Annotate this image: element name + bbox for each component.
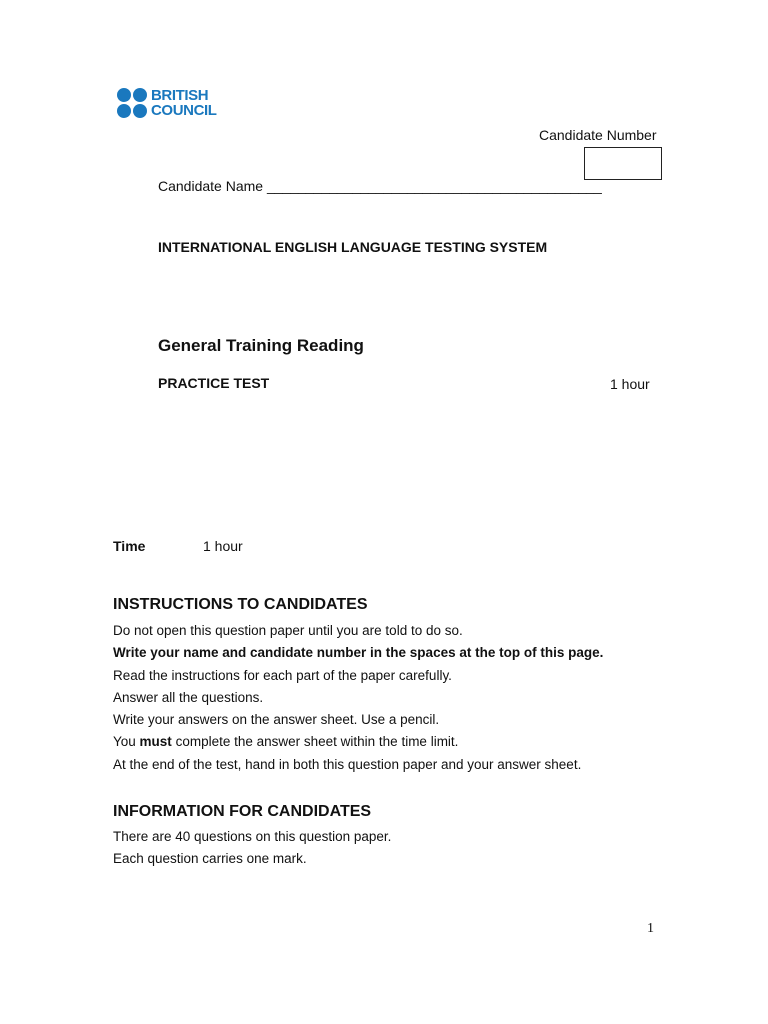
time-label: Time bbox=[113, 538, 146, 554]
instructions-heading: INSTRUCTIONS TO CANDIDATES bbox=[113, 596, 368, 613]
information-line: There are 40 questions on this question paper. bbox=[113, 829, 392, 844]
instruction-text: complete the answer sheet within the time limit. bbox=[171, 734, 459, 750]
logo-dots-icon bbox=[117, 88, 149, 120]
information-line: Each question carries one mark. bbox=[113, 851, 307, 867]
candidate-name-row bbox=[158, 178, 602, 194]
instruction-line: Read the instructions for each part of the paper carefully. bbox=[113, 667, 452, 683]
page-number: 1 bbox=[647, 921, 654, 936]
instruction-line: Do not open this question paper until you are told to do so. bbox=[113, 623, 463, 638]
test-type: PRACTICE TEST bbox=[158, 375, 270, 391]
logo-line-1: BRITISH bbox=[151, 87, 209, 104]
instruction-line: Write your answers on the answer sheet. Use a pencil. bbox=[113, 712, 440, 728]
instruction-line bbox=[113, 731, 603, 753]
instruction-line: Answer all the questions. bbox=[113, 689, 264, 705]
instruction-line: At the end of the test, hand in both this question paper and your answer sheet. bbox=[113, 756, 582, 772]
candidate-name-label: Candidate Name bbox=[158, 178, 264, 194]
exam-system-title: INTERNATIONAL ENGLISH LANGUAGE TESTING SYSTEM bbox=[158, 239, 548, 255]
information-list bbox=[113, 826, 391, 871]
candidate-number-label: Candidate Number bbox=[539, 127, 657, 143]
instruction-line: Write your name and candidate number in the spaces at the top of this page. bbox=[113, 645, 604, 661]
candidate-number-box[interactable] bbox=[584, 147, 662, 180]
logo-line-2: COUNCIL bbox=[151, 102, 217, 119]
instruction-emphasis: must bbox=[139, 734, 172, 750]
time-value: 1 hour bbox=[203, 538, 243, 554]
instruction-text: You bbox=[113, 734, 140, 750]
logo-wordmark bbox=[151, 88, 217, 118]
british-council-logo bbox=[117, 88, 227, 120]
information-heading: INFORMATION FOR CANDIDATES bbox=[113, 803, 372, 820]
instructions-list bbox=[113, 620, 603, 776]
test-duration: 1 hour bbox=[610, 376, 650, 392]
candidate-name-field[interactable]: ___________________________________________ bbox=[266, 178, 602, 194]
module-title: General Training Reading bbox=[158, 336, 364, 355]
